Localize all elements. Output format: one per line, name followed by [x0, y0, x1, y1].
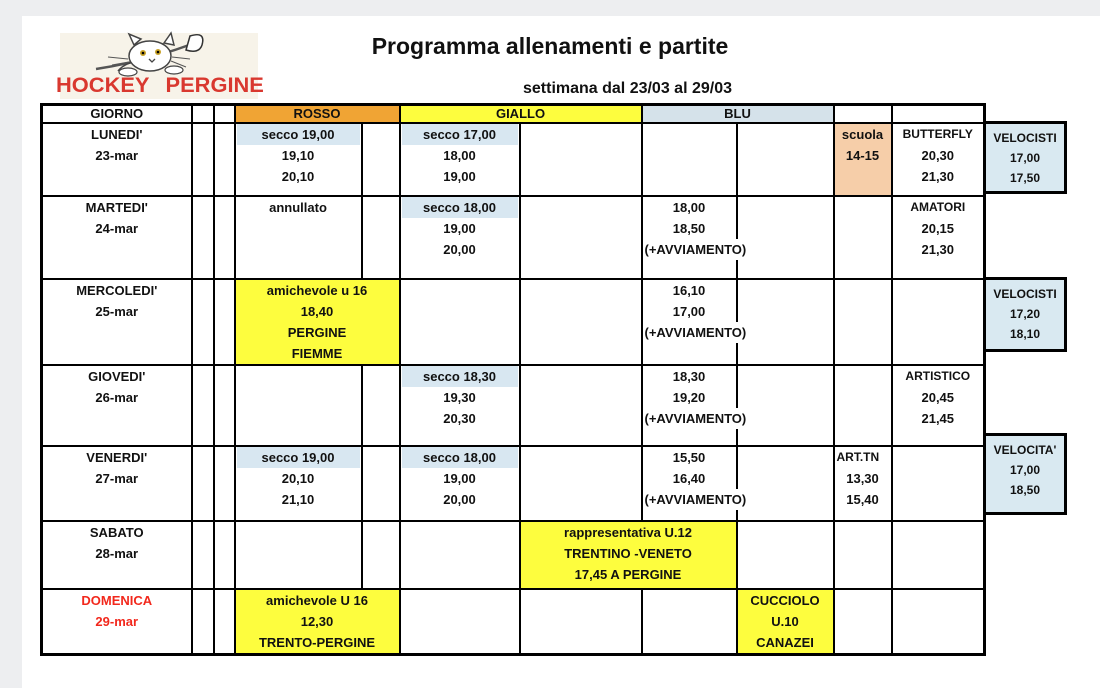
header-butterfly — [892, 105, 985, 123]
header-giorno: GIORNO — [42, 105, 192, 123]
spacer-cell — [362, 123, 400, 196]
header-blu: BLU — [642, 105, 834, 123]
spacer-cell — [214, 123, 235, 196]
empty-cell — [400, 521, 520, 589]
spacer-cell — [214, 365, 235, 446]
row-martedi — [42, 196, 985, 279]
page-subtitle: settimana dal 23/03 al 29/03 — [522, 80, 732, 97]
spacer-cell — [362, 446, 400, 521]
header-rosso: ROSSO — [235, 105, 400, 123]
cell-dom-rosso-event: amichevole U 16 12,30 TRENTO-PERGINE — [235, 589, 400, 655]
spacer-cell — [192, 589, 214, 655]
spacer-cell — [192, 365, 214, 446]
spacer-cell — [192, 123, 214, 196]
empty-cell — [737, 446, 834, 521]
cell-lun-rosso: secco 19,00 19,10 20,10 — [235, 123, 362, 196]
row-lunedi — [42, 123, 985, 196]
cell-lun-giallo: secco 17,00 18,00 19,00 — [400, 123, 520, 196]
row-giovedi — [42, 365, 985, 446]
empty-cell — [737, 365, 834, 446]
cell-dom-blu-event: CUCCIOLO U.10 CANAZEI — [737, 589, 834, 655]
empty-cell — [892, 279, 985, 365]
row-venerdi — [42, 446, 985, 521]
spacer-cell — [214, 196, 235, 279]
logo-wordmark: HOCKEY PERGINE — [56, 74, 264, 97]
spacer-cell — [214, 279, 235, 365]
empty-cell — [892, 589, 985, 655]
empty-cell — [520, 446, 642, 521]
empty-cell — [834, 589, 892, 655]
cell-mar-rosso: annullato — [235, 196, 362, 279]
day-giovedi: GIOVEDI' 26-mar — [42, 365, 192, 446]
empty-cell — [235, 365, 362, 446]
empty-cell — [834, 196, 892, 279]
cell-mer-velocisti: VELOCISTI 17,20 18,10 — [983, 277, 1067, 352]
empty-cell — [520, 589, 642, 655]
empty-cell — [400, 279, 520, 365]
cell-ven-velocisti: VELOCITA' 17,00 18,50 — [983, 433, 1067, 515]
spacer-cell — [214, 589, 235, 655]
spacer-cell — [192, 279, 214, 365]
page-margin-top — [0, 0, 1100, 16]
spacer-cell — [214, 446, 235, 521]
cell-lun-velocisti: VELOCISTI 17,00 17,50 — [983, 121, 1067, 194]
cell-ven-rosso: secco 19,00 20,10 21,10 — [235, 446, 362, 521]
cell-gio-butterfly: ARTISTICO 20,45 21,45 — [892, 365, 985, 446]
spacer-cell — [362, 196, 400, 279]
spacer-cell — [192, 521, 214, 589]
empty-cell — [520, 123, 642, 196]
spacer-cell — [362, 521, 400, 589]
day-mercoledi: MERCOLEDI' 25-mar — [42, 279, 192, 365]
cell-gio-giallo: secco 18,30 19,30 20,30 — [400, 365, 520, 446]
empty-cell — [642, 589, 737, 655]
empty-cell — [834, 521, 892, 589]
empty-cell — [520, 365, 642, 446]
header-row — [42, 105, 985, 123]
spacer-cell — [192, 446, 214, 521]
cell-mer-rosso-event: amichevole u 16 18,40 PERGINE FIEMME — [235, 279, 400, 365]
spacer-cell — [192, 196, 214, 279]
cell-gio-blu: 18,30 19,20 (+AVVIAMENTO) — [642, 365, 737, 446]
row-mercoledi — [42, 279, 985, 365]
cell-ven-giallo: secco 18,00 19,00 20,00 — [400, 446, 520, 521]
empty-cell — [892, 521, 985, 589]
cell-mer-blu: 16,10 17,00 (+AVVIAMENTO) — [642, 279, 737, 365]
header-scuola — [834, 105, 892, 123]
spacer-cell — [362, 365, 400, 446]
cell-sab-event: rappresentativa U.12 TRENTINO -VENETO 17,45 A PERGINE — [520, 521, 737, 589]
empty-cell — [834, 365, 892, 446]
cell-mar-butterfly: AMATORI 20,15 21,30 — [892, 196, 985, 279]
cell-ven-scuola: ART.TN 13,30 15,40 — [834, 446, 892, 521]
header-spacer-2 — [214, 105, 235, 123]
page-margin-left — [0, 0, 22, 688]
empty-cell — [642, 123, 737, 196]
spacer-cell — [214, 521, 235, 589]
empty-cell — [400, 589, 520, 655]
empty-cell — [737, 279, 834, 365]
empty-cell — [520, 279, 642, 365]
day-martedi: MARTEDI' 24-mar — [42, 196, 192, 279]
empty-cell — [737, 196, 834, 279]
header-giallo: GIALLO — [400, 105, 642, 123]
day-lunedi: LUNEDI' 23-mar — [42, 123, 192, 196]
empty-cell — [892, 446, 985, 521]
empty-cell — [834, 279, 892, 365]
schedule-table — [40, 103, 986, 656]
day-venerdi: VENERDI' 27-mar — [42, 446, 192, 521]
header-spacer-1 — [192, 105, 214, 123]
cell-lun-butterfly: BUTTERFLY 20,30 21,30 — [892, 123, 985, 196]
cell-mar-blu: 18,00 18,50 (+AVVIAMENTO) — [642, 196, 737, 279]
cell-ven-blu: 15,50 16,40 (+AVVIAMENTO) — [642, 446, 737, 521]
cell-lun-scuola: scuola 14-15 — [834, 123, 892, 196]
empty-cell — [737, 123, 834, 196]
empty-cell — [520, 196, 642, 279]
cell-mar-giallo: secco 18,00 19,00 20,00 — [400, 196, 520, 279]
day-domenica: DOMENICA 29-mar — [42, 589, 192, 655]
empty-cell — [235, 521, 362, 589]
page-title: Programma allenamenti e partite — [371, 33, 729, 59]
club-logo — [56, 33, 264, 99]
row-sabato — [42, 521, 985, 589]
row-domenica — [42, 589, 985, 655]
empty-cell — [737, 521, 834, 589]
day-sabato: SABATO 28-mar — [42, 521, 192, 589]
